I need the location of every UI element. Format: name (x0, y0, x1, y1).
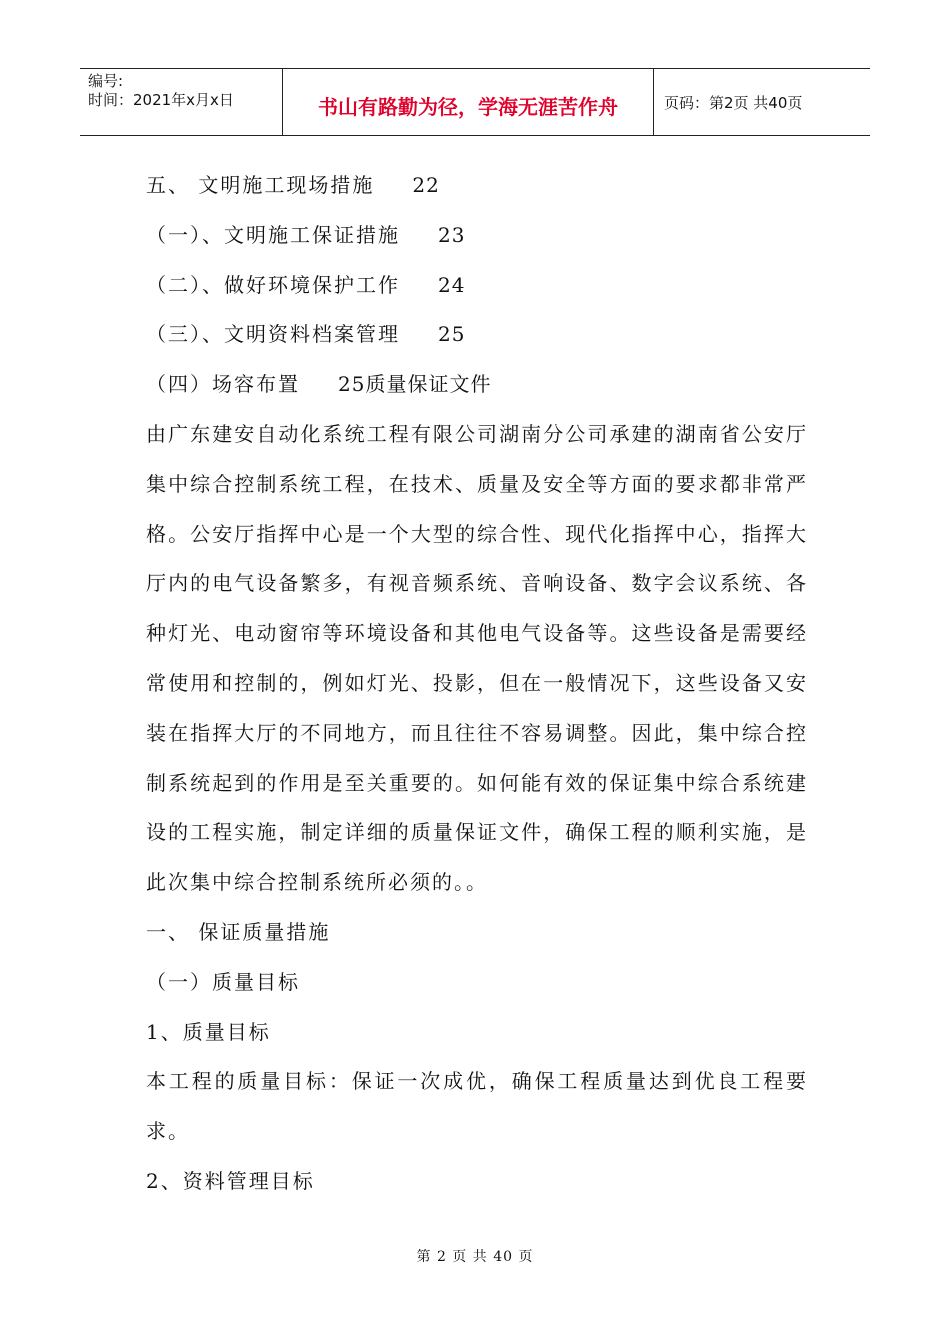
header-motto: 书山有路勤为径，学海无涯苦作舟 (283, 69, 654, 135)
time-label: 时间：2021年x月x日 (88, 91, 234, 109)
toc-item-text: 五、 文明施工现场措施 (146, 173, 375, 197)
toc-item-page: 23 (438, 222, 466, 247)
toc-item-text: （四）场容布置 (146, 372, 300, 397)
item-heading: 2、资料管理目标 (146, 1168, 315, 1193)
toc-item (146, 161, 808, 211)
item-heading: 1、质量目标 (146, 1019, 271, 1044)
toc-item-text: （二）、做好环境保护工作 (146, 272, 400, 297)
toc-item-page: 24 (438, 272, 466, 297)
intro-paragraph: 由广东建安自动化系统工程有限公司湖南分公司承建的湖南省公安厅集中综合控制系统工程，在技术、质量及安全等方面的要求都非常严格。公安厅指挥中心是一个大型的综合性、现代化指挥中心，指挥大厅内的电气设备繁多，有视音频系统、音响设备、数字会议系统、各种灯光、电动窗帘等环境设备和其他电气设备等。这些设备是需要经常使用和控制的，例如灯光、投影，但在一般情况下，这些设备又安装在指挥大厅的不同地方，而且往往不容易调整。因此，集中综合控制系统起到的作用是至关重要的。如何能有效的保证集中综合系统建设的工程实施，制定详细的质量保证文件，确保工程的顺利实施，是此次集中综合控制系统所必须的。。 (146, 421, 808, 895)
toc-item (146, 211, 808, 261)
header-page-label: 页码：第2页 共40页 (664, 93, 803, 112)
toc-item-text: （一）、文明施工保证措施 (146, 222, 400, 247)
toc-item-page: 22 (412, 173, 440, 197)
toc-item-page: 25 (438, 322, 466, 347)
document-body (146, 161, 808, 1207)
page-footer: 第 2 页 共 40 页 (416, 1249, 534, 1265)
page-header (80, 68, 870, 136)
toc-item (146, 360, 808, 410)
section-heading: 一、 保证质量措施 (146, 919, 331, 944)
toc-item (146, 261, 808, 311)
toc-item-text: （三）、文明资料档案管理 (146, 322, 400, 347)
quality-goal-paragraph: 本工程的质量目标：保证一次成优，确保工程质量达到优良工程要求。 (146, 1069, 808, 1144)
toc-item-page: 25质量保证文件 (338, 372, 492, 397)
subsection-heading: （一）质量目标 (146, 969, 300, 994)
number-label: 编号: (88, 72, 124, 90)
toc-item (146, 310, 808, 360)
header-meta (80, 69, 283, 135)
